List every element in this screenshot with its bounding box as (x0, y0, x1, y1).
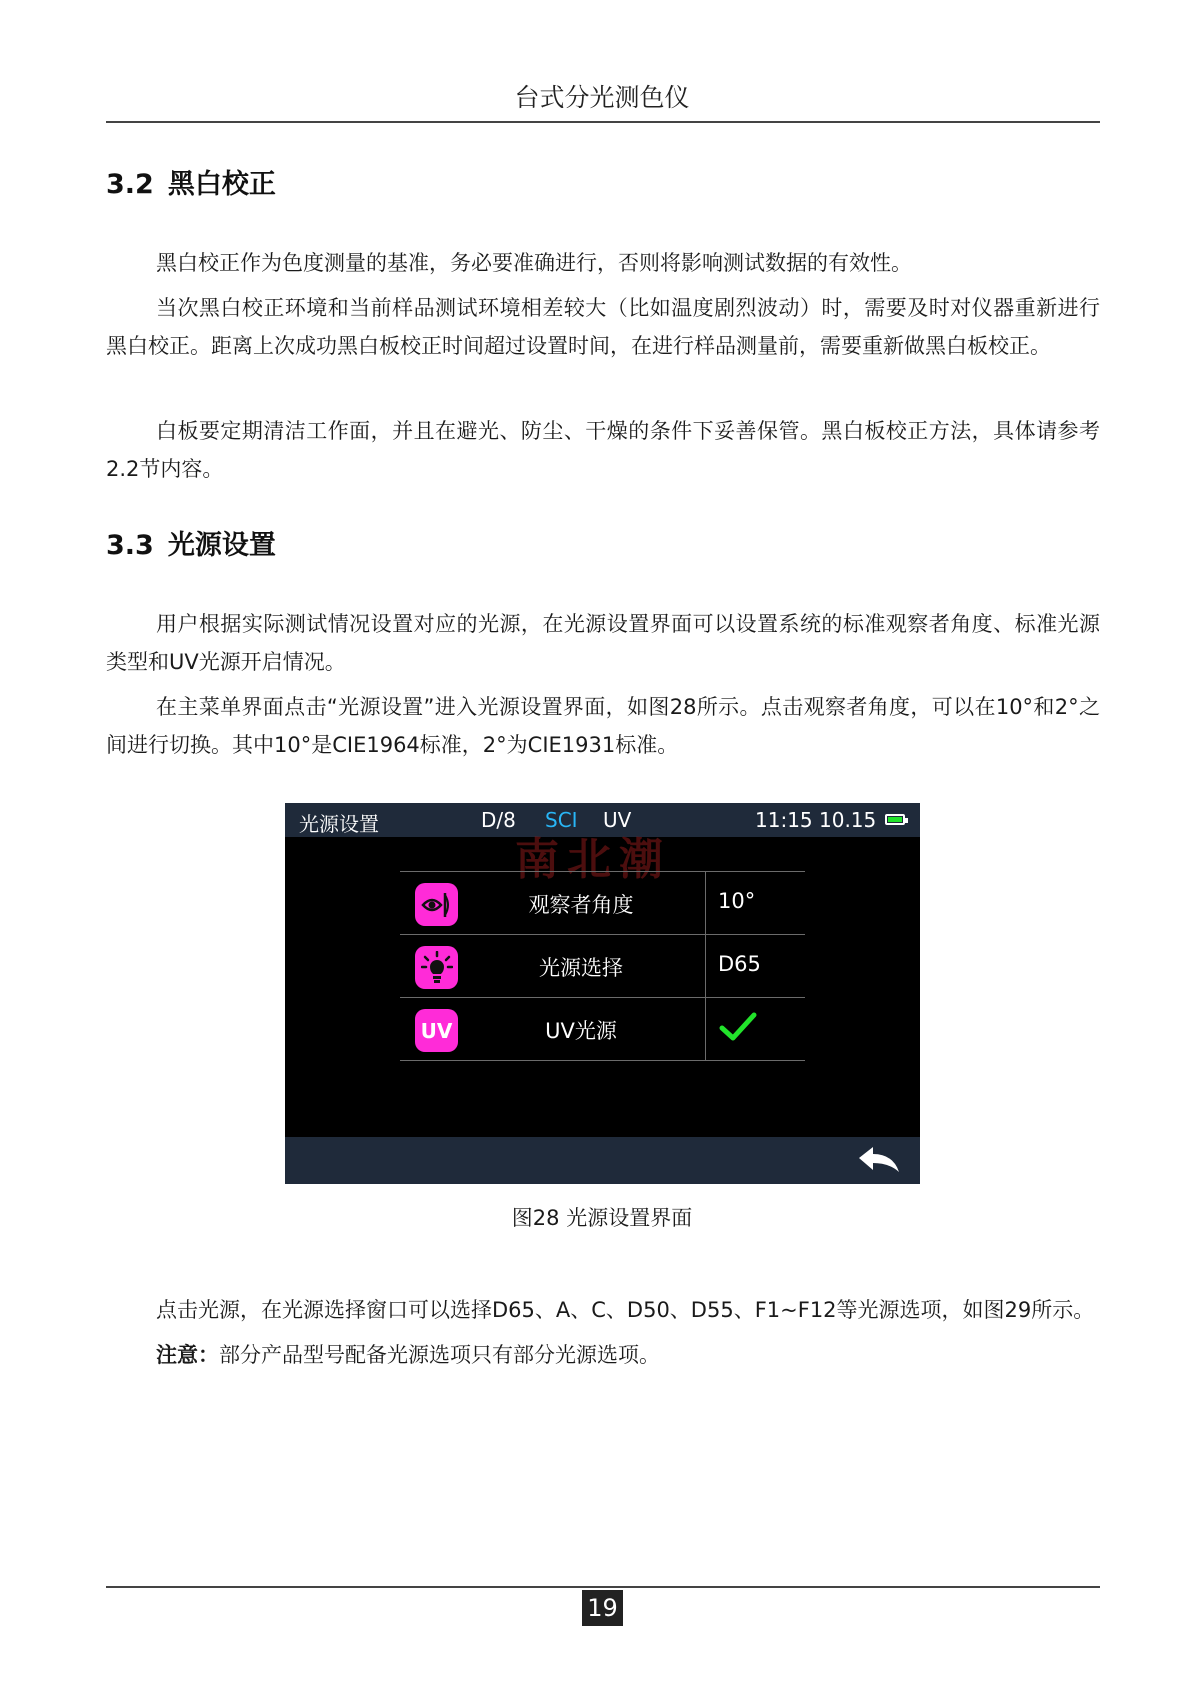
screen-title: 光源设置 (299, 812, 379, 836)
figure-caption: 图28 光源设置界面 (511, 1206, 693, 1230)
section-number: 3.2 (106, 169, 154, 200)
paragraph: 用户根据实际测试情况设置对应的光源，在光源设置界面可以设置系统的标准观察者角度、标准光源类型和UV光源开启情况。 (106, 612, 1100, 674)
bottom-bar (285, 1137, 920, 1184)
eye-angle-icon (415, 883, 458, 926)
paragraph: 黑白校正作为色度测量的基准，务必要准确进行，否则将影响测试数据的有效性。 (156, 251, 912, 275)
paragraph: 白板要定期清洁工作面，并且在避光、防尘、干燥的条件下妥善保管。黑白板校正方法，具体请参考2.2节内容。 (106, 419, 1100, 481)
paragraph: 点击光源，在光源选择窗口可以选择D65、A、C、D50、D55、F1~F12等光源选项，如图29所示。 (156, 1298, 1095, 1322)
uv-indicator: UV (603, 808, 632, 832)
watermark: 南北潮 (515, 834, 671, 885)
section-title: 黑白校正 (167, 169, 276, 200)
observer-angle-row[interactable] (400, 871, 805, 934)
row-label: 光源选择 (539, 956, 623, 980)
running-header: 台式分光测色仪 (514, 83, 690, 112)
uv-icon (415, 1009, 458, 1052)
header-rule (106, 121, 1100, 123)
note-text: 部分产品型号配备光源选项只有部分光源选项。 (219, 1343, 660, 1367)
datetime: 11:15 10.15 (755, 808, 877, 832)
uv-source-row[interactable] (400, 997, 805, 1061)
section-heading-3-2 (106, 162, 276, 201)
lightbulb-icon (415, 946, 458, 989)
device-screen (285, 803, 920, 1184)
footer-rule (106, 1586, 1100, 1588)
battery-full-icon (885, 814, 905, 825)
paragraph: 在主菜单界面点击“光源设置”进入光源设置界面，如图28所示。点击观察者角度，可以在10°和2°之间进行切换。其中10°是CIE1964标准，2°为CIE1931标准。 (106, 695, 1100, 757)
section-title: 光源设置 (167, 530, 276, 561)
geometry-indicator: D/8 (481, 808, 516, 832)
back-arrow-icon[interactable] (855, 1144, 903, 1178)
settings-list (400, 871, 805, 1061)
section-heading-3-3 (106, 523, 276, 562)
note (106, 1336, 1100, 1374)
row-label: UV光源 (545, 1019, 617, 1043)
row-value: D65 (718, 952, 761, 976)
checkmark-icon[interactable] (718, 1010, 758, 1049)
note-label: 注意： (156, 1343, 219, 1367)
light-source-row[interactable] (400, 934, 805, 997)
mode-indicator: SCI (545, 808, 578, 832)
section-number: 3.3 (106, 530, 154, 561)
uv-icon-text: UV (420, 1018, 453, 1043)
page-number: 19 (582, 1590, 623, 1626)
row-label: 观察者角度 (528, 893, 634, 917)
paragraph: 当次黑白校正环境和当前样品测试环境相差较大（比如温度剧烈波动）时，需要及时对仪器重新进行黑白校正。距离上次成功黑白板校正时间超过设置时间，在进行样品测量前，需要重新做黑白板校正。 (106, 296, 1100, 358)
row-value: 10° (718, 889, 756, 913)
